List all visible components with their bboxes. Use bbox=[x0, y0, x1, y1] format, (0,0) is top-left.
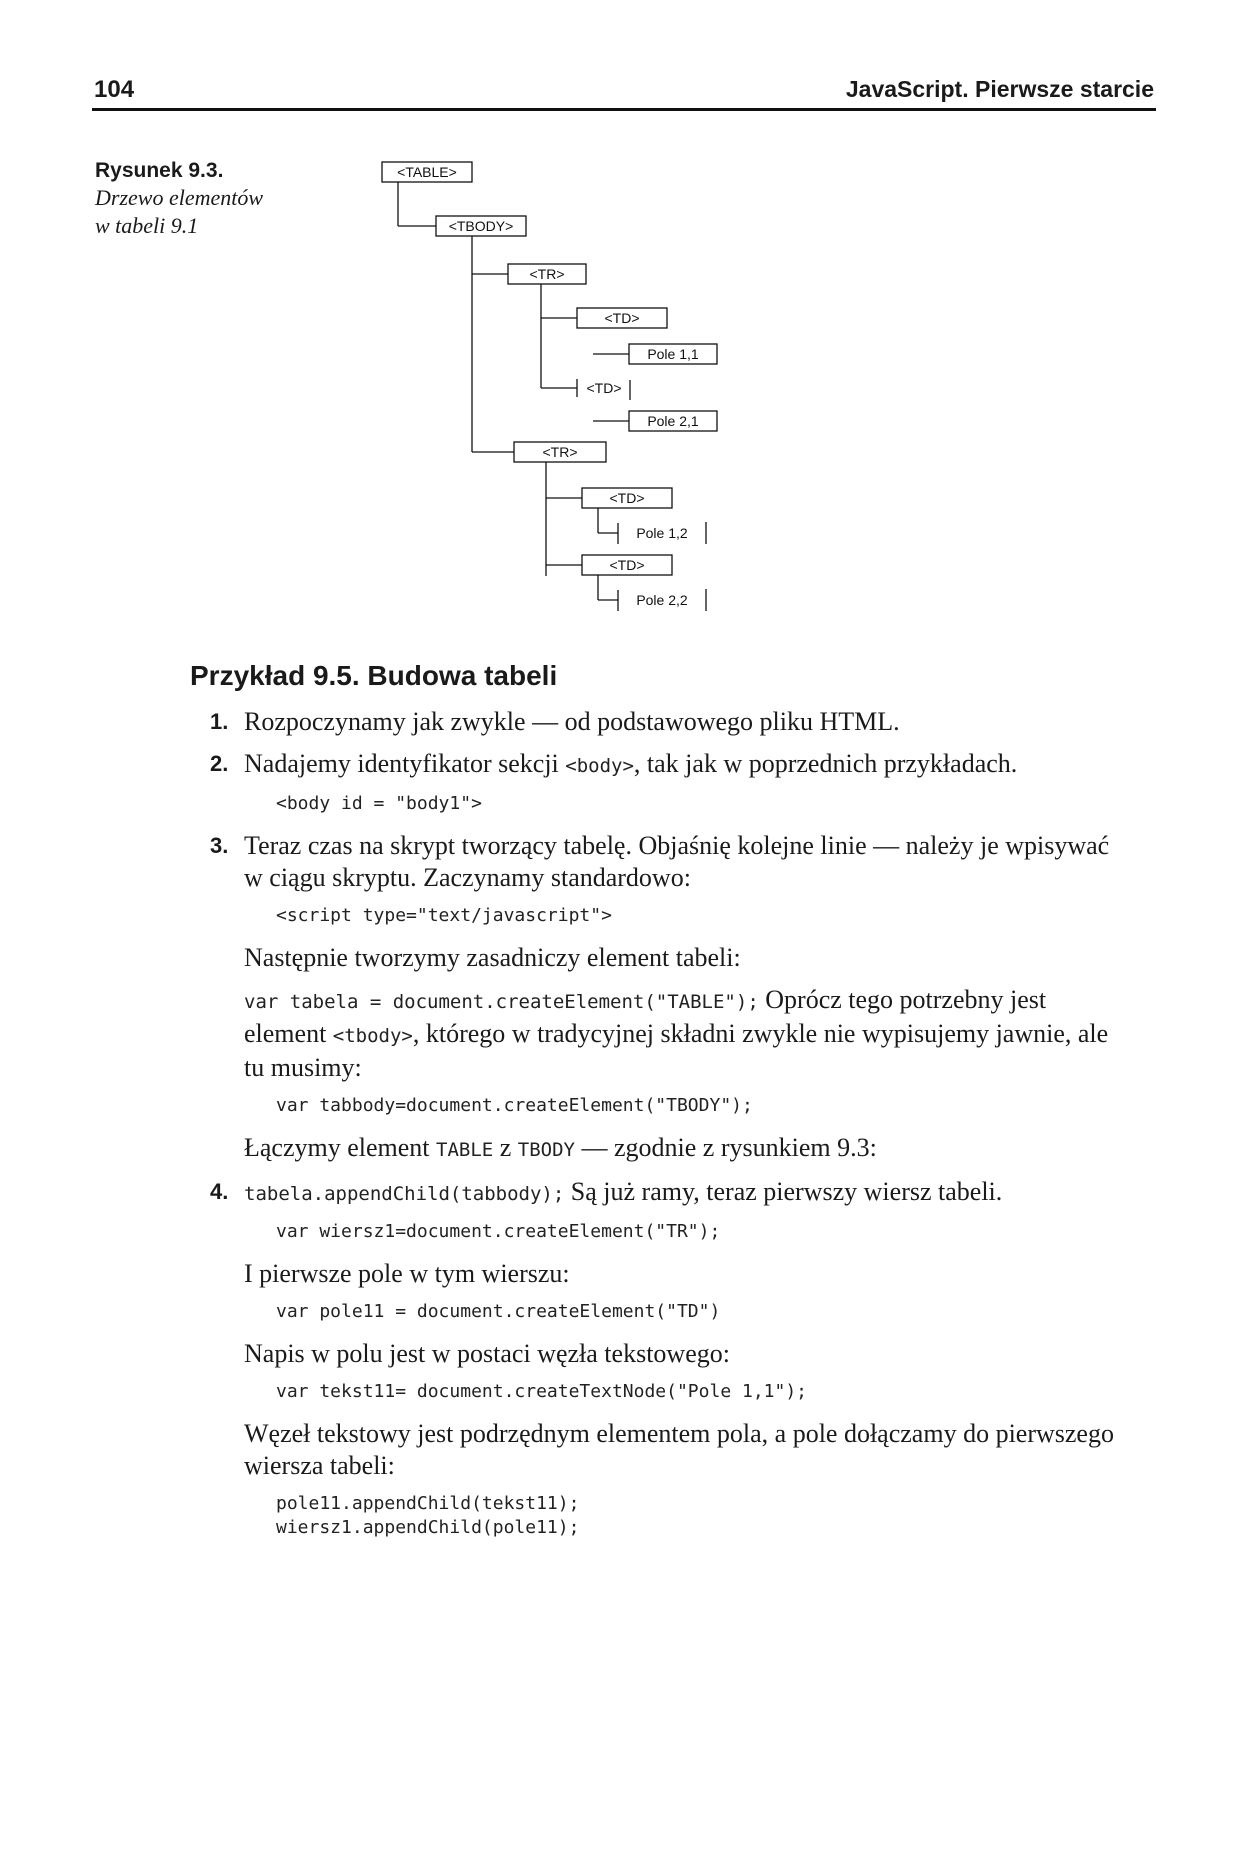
code-line: var tekst11= document.createTextNode("Pole 1,1"); bbox=[276, 1381, 808, 1402]
section-body bbox=[210, 706, 1130, 1554]
node-pole11: Pole 1,1 bbox=[647, 346, 699, 362]
paragraph bbox=[244, 984, 1130, 1084]
inline-code: TBODY bbox=[517, 1139, 575, 1161]
node-pole12: Pole 1,2 bbox=[636, 525, 688, 541]
step-text: Nadajemy identyfikator sekcji bbox=[244, 749, 566, 778]
dom-tree-diagram bbox=[380, 160, 860, 640]
step-number: 1. bbox=[210, 709, 229, 734]
node-tbody: <TBODY> bbox=[448, 218, 514, 234]
node-tr2: <TR> bbox=[542, 444, 578, 460]
node-td22: <TD> bbox=[609, 557, 645, 573]
dom-tree-svg bbox=[380, 160, 860, 640]
step-number: 3. bbox=[210, 833, 229, 858]
step-3 bbox=[210, 830, 1130, 894]
step-1 bbox=[210, 706, 1130, 738]
paragraph: Napis w polu jest w postaci węzła tekstowego: bbox=[244, 1339, 730, 1368]
paragraph-text: Łączymy element bbox=[244, 1133, 437, 1162]
step-text: , tak jak w poprzednich przykładach. bbox=[633, 749, 1018, 778]
page-header bbox=[92, 76, 1156, 111]
step-text: Rozpoczynamy jak zwykle — od podstawowego pliku HTML. bbox=[244, 707, 900, 736]
figure-caption-line: Drzewo elementów bbox=[95, 185, 264, 210]
inline-code: var tabela = document.createElement("TABLE"); bbox=[244, 991, 759, 1013]
paragraph: Węzeł tekstowy jest podrzędnym elementem pola, a pole dołączamy do pierwszego wiersza tabeli: bbox=[244, 1419, 1114, 1480]
step-number: 4. bbox=[210, 1179, 229, 1204]
running-title: JavaScript. Pierwsze starcie bbox=[845, 76, 1154, 102]
section-title: Przykład 9.5. Budowa tabeli bbox=[190, 660, 558, 691]
step-text: Teraz czas na skrypt tworzący tabelę. Objaśnię kolejne linie — należy je wpisywać w ciągu skryptu. Zaczynamy standardowo: bbox=[244, 831, 1110, 892]
node-td12: <TD> bbox=[609, 490, 645, 506]
code-line: var pole11 = document.createElement("TD") bbox=[276, 1301, 721, 1322]
step-4 bbox=[210, 1176, 1130, 1210]
paragraph: Następnie tworzymy zasadniczy element tabeli: bbox=[244, 943, 741, 972]
paragraph-text: , którego w tradycyjnej składni zwykle nie wypisujemy jawnie, ale tu musimy: bbox=[244, 1019, 1109, 1082]
figure-label: Rysunek 9.3. bbox=[95, 159, 224, 182]
code-line: wiersz1.appendChild(pole11); bbox=[276, 1517, 580, 1538]
paragraph-text: — zgodnie z rysunkiem 9.3: bbox=[574, 1133, 877, 1162]
step-2 bbox=[210, 748, 1130, 782]
step-text: Są już ramy, teraz pierwszy wiersz tabeli. bbox=[564, 1177, 1003, 1206]
inline-code: <body> bbox=[565, 755, 634, 777]
code-line: pole11.appendChild(tekst11); bbox=[276, 1493, 580, 1514]
code-line: <body id = "body1"> bbox=[276, 793, 482, 814]
code-line: var tabbody=document.createElement("TBODY"); bbox=[276, 1095, 753, 1116]
step-number: 2. bbox=[210, 751, 229, 776]
inline-code: <tbody> bbox=[332, 1025, 413, 1047]
node-tr1: <TR> bbox=[529, 266, 565, 282]
node-td11: <TD> bbox=[604, 310, 640, 326]
inline-code: tabela.appendChild(tabbody); bbox=[244, 1183, 565, 1205]
node-td21: <TD> bbox=[586, 380, 622, 396]
figure-caption bbox=[95, 158, 355, 240]
node-pole21: Pole 2,1 bbox=[647, 413, 699, 429]
paragraph-text: Oprócz tego potrzebny jest element bbox=[244, 985, 1047, 1048]
figure-caption-line: w tabeli 9.1 bbox=[95, 213, 199, 238]
code-line: <script type="text/javascript"> bbox=[276, 905, 612, 926]
code-line: var wiersz1=document.createElement("TR"); bbox=[276, 1221, 721, 1242]
paragraph bbox=[244, 1132, 1130, 1166]
paragraph: I pierwsze pole w tym wierszu: bbox=[244, 1259, 570, 1288]
node-pole22: Pole 2,2 bbox=[636, 592, 688, 608]
page-number: 104 bbox=[94, 76, 135, 103]
node-table: <TABLE> bbox=[397, 164, 457, 180]
paragraph-text: z bbox=[493, 1133, 518, 1162]
inline-code: TABLE bbox=[436, 1139, 494, 1161]
